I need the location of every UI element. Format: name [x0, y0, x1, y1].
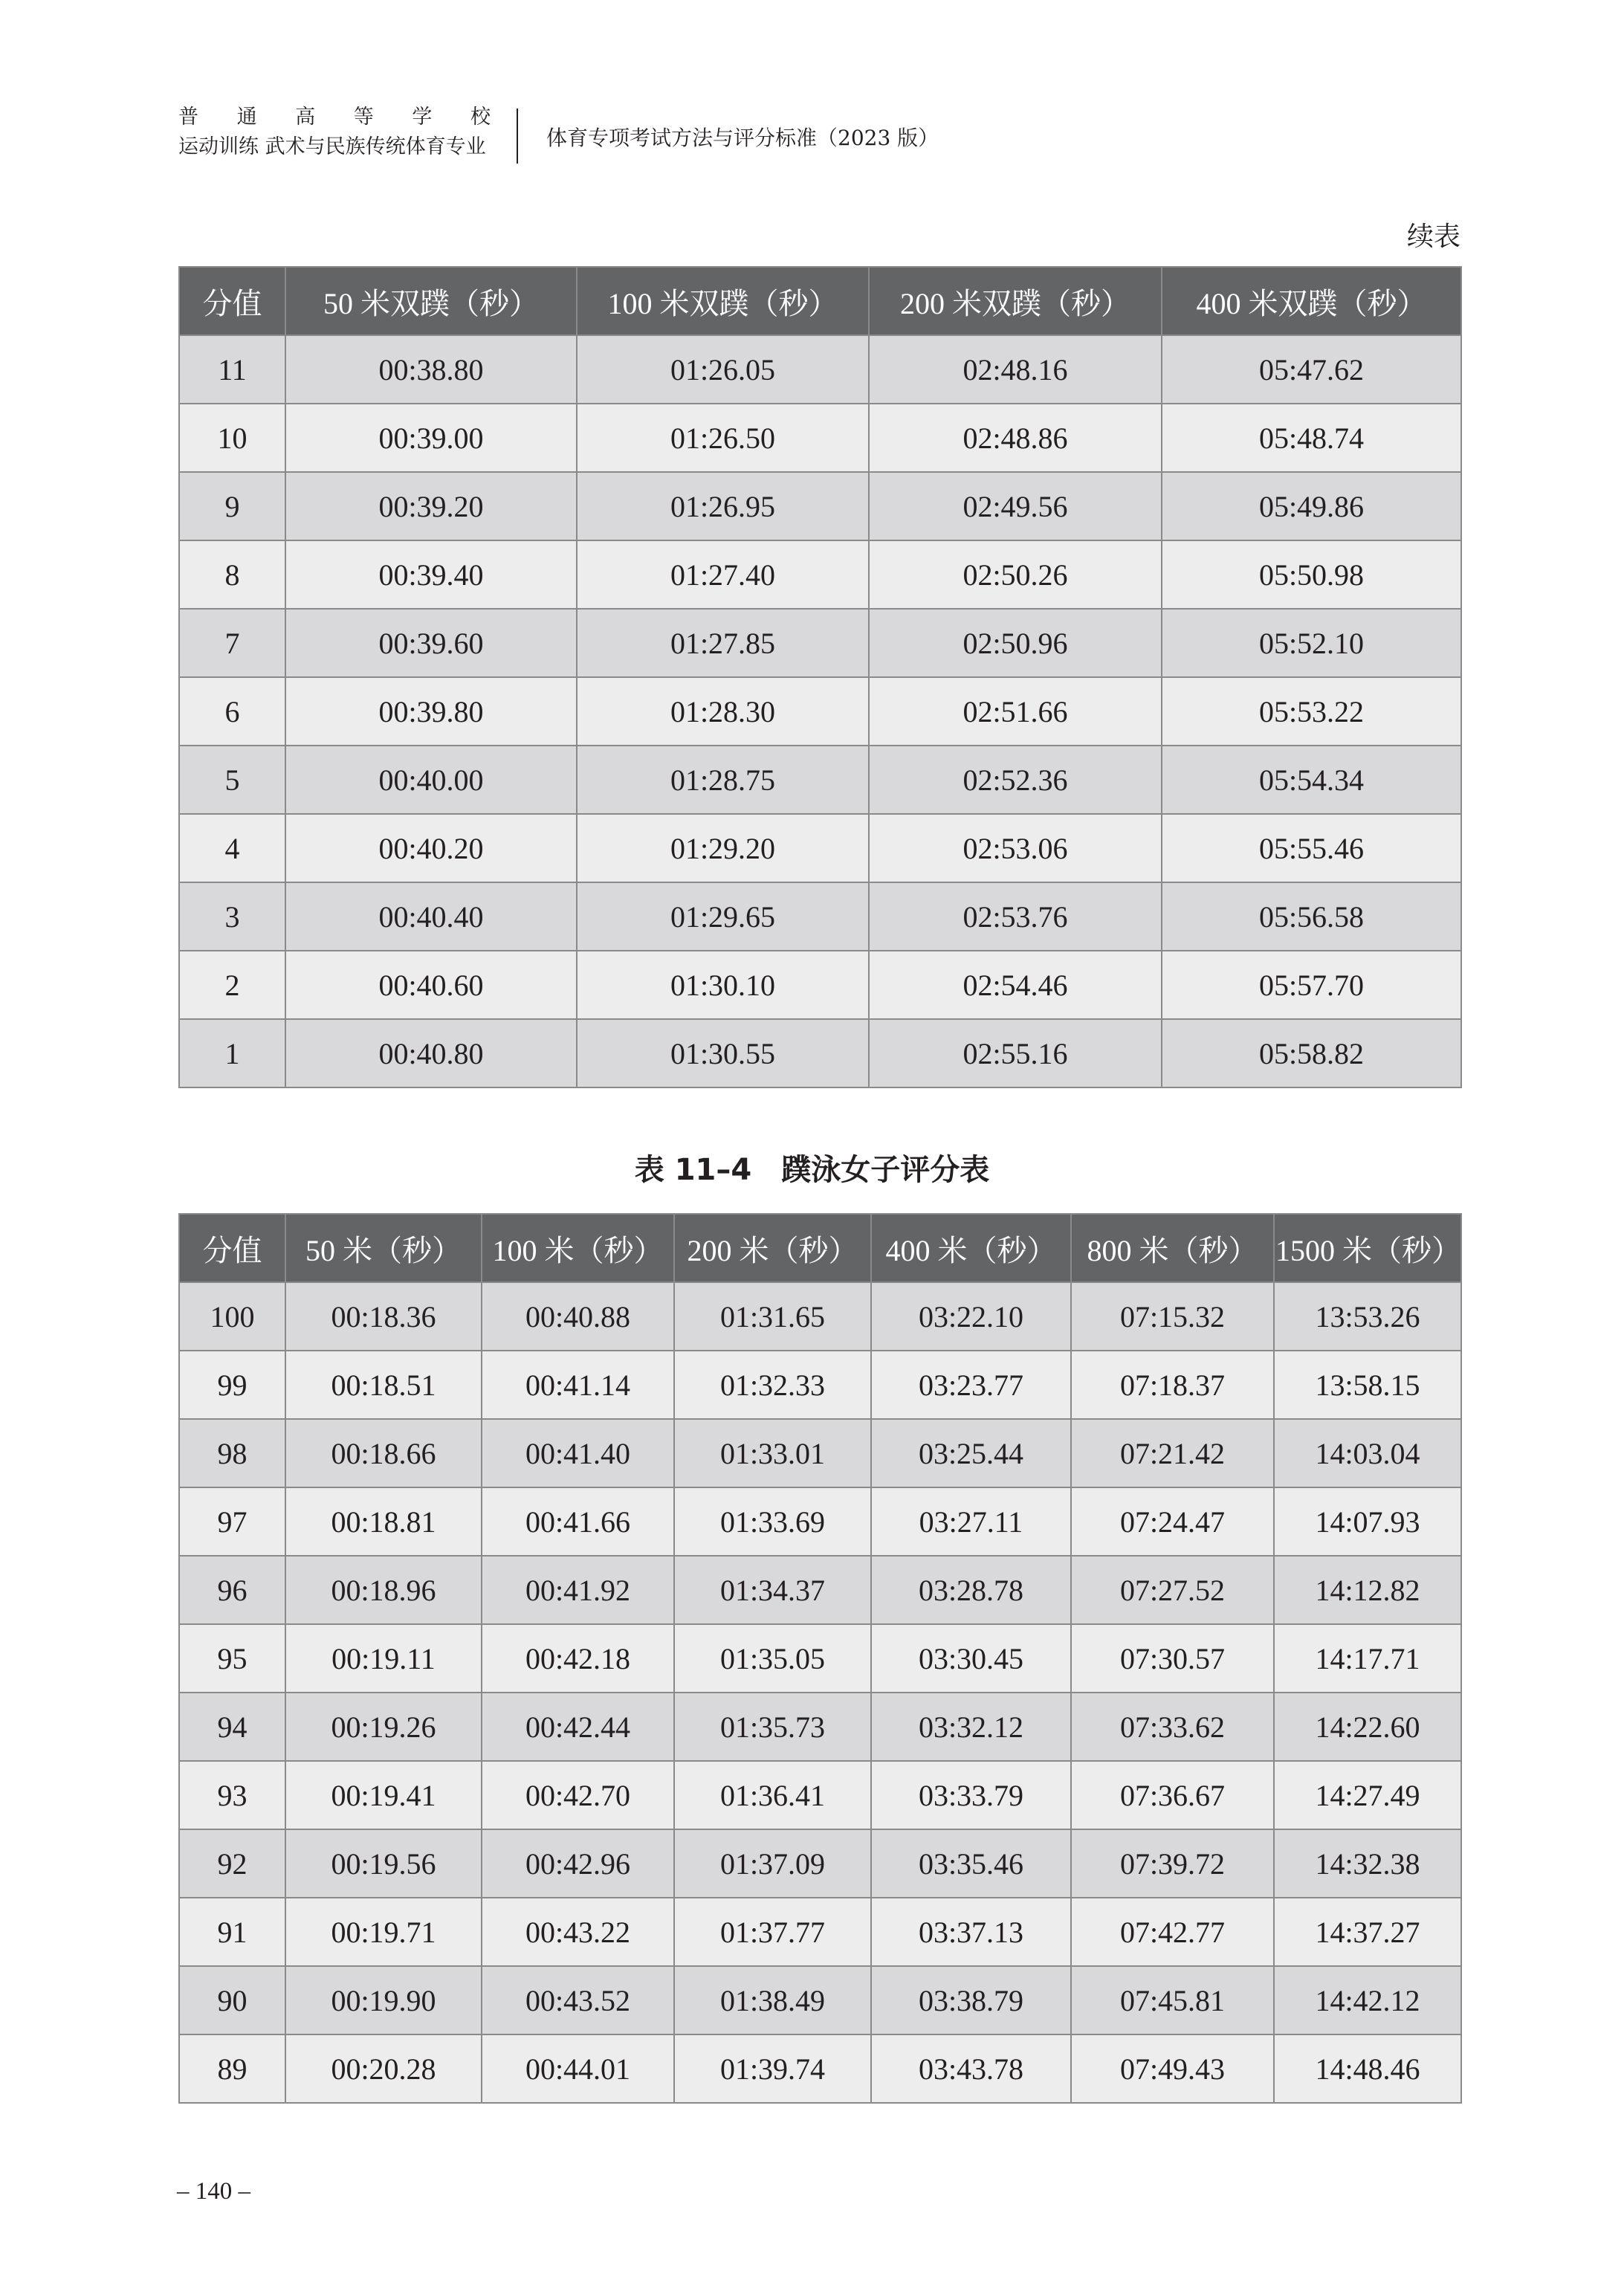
table-row — [179, 1624, 1461, 1693]
table-row — [179, 1761, 1461, 1829]
score-cell: 92 — [179, 1829, 285, 1898]
time-cell: 00:19.56 — [285, 1829, 482, 1898]
time-cell: 01:37.77 — [674, 1898, 871, 1966]
time-cell: 02:48.16 — [869, 335, 1162, 404]
score-cell: 90 — [179, 1966, 285, 2034]
school-char: 校 — [470, 106, 491, 129]
time-cell: 07:36.67 — [1071, 1761, 1274, 1829]
time-cell: 03:38.79 — [871, 1966, 1071, 2034]
time-cell: 03:30.45 — [871, 1624, 1071, 1693]
time-cell: 05:54.34 — [1162, 746, 1461, 814]
table-row — [179, 1019, 1461, 1087]
time-cell: 00:18.36 — [285, 1282, 482, 1351]
time-cell: 01:26.95 — [577, 472, 869, 540]
time-cell: 03:27.11 — [871, 1487, 1071, 1556]
table-row — [179, 335, 1461, 404]
time-cell: 01:28.75 — [577, 746, 869, 814]
table-row — [179, 814, 1461, 882]
time-cell: 03:37.13 — [871, 1898, 1071, 1966]
table-header-row — [179, 267, 1461, 335]
womens-finswimming-scoring-table — [178, 1213, 1462, 2104]
score-cell: 97 — [179, 1487, 285, 1556]
column-header: 800 米（秒） — [1071, 1214, 1274, 1282]
column-header: 50 米（秒） — [285, 1214, 482, 1282]
time-cell: 00:40.20 — [285, 814, 577, 882]
school-char: 学 — [412, 106, 433, 129]
column-header: 100 米双蹼（秒） — [577, 267, 869, 335]
table-row — [179, 1966, 1461, 2034]
score-cell: 94 — [179, 1693, 285, 1761]
time-cell: 00:18.66 — [285, 1419, 482, 1487]
score-cell: 99 — [179, 1351, 285, 1419]
score-cell: 91 — [179, 1898, 285, 1966]
score-cell: 93 — [179, 1761, 285, 1829]
time-cell: 07:33.62 — [1071, 1693, 1274, 1761]
score-cell: 95 — [179, 1624, 285, 1693]
time-cell: 00:43.22 — [482, 1898, 674, 1966]
time-cell: 00:41.14 — [482, 1351, 674, 1419]
time-cell: 00:19.41 — [285, 1761, 482, 1829]
score-cell: 8 — [179, 540, 285, 609]
table-row — [179, 404, 1461, 472]
time-cell: 01:26.05 — [577, 335, 869, 404]
time-cell: 01:26.50 — [577, 404, 869, 472]
book-title: 体育专项考试方法与评分标准（2023 版） — [546, 126, 939, 150]
table-header-row — [179, 1214, 1461, 1282]
table-row — [179, 1693, 1461, 1761]
time-cell: 14:12.82 — [1274, 1556, 1461, 1624]
score-cell: 7 — [179, 609, 285, 677]
school-char: 通 — [236, 106, 257, 129]
table-row — [179, 951, 1461, 1019]
time-cell: 00:42.96 — [482, 1829, 674, 1898]
time-cell: 00:42.44 — [482, 1693, 674, 1761]
time-cell: 00:19.26 — [285, 1693, 482, 1761]
time-cell: 00:42.70 — [482, 1761, 674, 1829]
time-cell: 02:54.46 — [869, 951, 1162, 1019]
column-header: 200 米双蹼（秒） — [869, 267, 1162, 335]
time-cell: 01:28.30 — [577, 677, 869, 746]
time-cell: 05:58.82 — [1162, 1019, 1461, 1087]
time-cell: 14:27.49 — [1274, 1761, 1461, 1829]
table-caption — [0, 1146, 1624, 1189]
time-cell: 03:35.46 — [871, 1829, 1071, 1898]
school-char: 高 — [295, 106, 316, 129]
column-header: 分值 — [179, 267, 285, 335]
time-cell: 00:19.71 — [285, 1898, 482, 1966]
time-cell: 02:51.66 — [869, 677, 1162, 746]
score-cell: 98 — [179, 1419, 285, 1487]
time-cell: 07:15.32 — [1071, 1282, 1274, 1351]
time-cell: 01:29.20 — [577, 814, 869, 882]
column-header: 400 米双蹼（秒） — [1162, 267, 1461, 335]
column-header: 100 米（秒） — [482, 1214, 674, 1282]
time-cell: 00:19.11 — [285, 1624, 482, 1693]
score-cell: 5 — [179, 746, 285, 814]
time-cell: 01:30.10 — [577, 951, 869, 1019]
time-cell: 07:24.47 — [1071, 1487, 1274, 1556]
time-cell: 02:53.76 — [869, 882, 1162, 951]
time-cell: 00:40.80 — [285, 1019, 577, 1087]
time-cell: 07:39.72 — [1071, 1829, 1274, 1898]
table-row — [179, 1556, 1461, 1624]
time-cell: 01:27.85 — [577, 609, 869, 677]
time-cell: 01:33.01 — [674, 1419, 871, 1487]
time-cell: 05:57.70 — [1162, 951, 1461, 1019]
time-cell: 02:48.86 — [869, 404, 1162, 472]
column-header: 1500 米（秒） — [1274, 1214, 1461, 1282]
score-cell: 89 — [179, 2034, 285, 2103]
time-cell: 00:39.60 — [285, 609, 577, 677]
time-cell: 00:40.60 — [285, 951, 577, 1019]
score-cell: 6 — [179, 677, 285, 746]
time-cell: 05:56.58 — [1162, 882, 1461, 951]
time-cell: 02:49.56 — [869, 472, 1162, 540]
time-cell: 03:23.77 — [871, 1351, 1071, 1419]
time-cell: 01:32.33 — [674, 1351, 871, 1419]
time-cell: 07:42.77 — [1071, 1898, 1274, 1966]
score-cell: 100 — [179, 1282, 285, 1351]
time-cell: 01:36.41 — [674, 1761, 871, 1829]
scoring-table-continued — [178, 266, 1462, 1088]
time-cell: 02:55.16 — [869, 1019, 1162, 1087]
time-cell: 00:41.40 — [482, 1419, 674, 1487]
time-cell: 00:18.81 — [285, 1487, 482, 1556]
time-cell: 00:19.90 — [285, 1966, 482, 2034]
major-name: 运动训练 武术与民族传统体育专业 — [178, 135, 486, 158]
time-cell: 01:29.65 — [577, 882, 869, 951]
score-cell: 10 — [179, 404, 285, 472]
time-cell: 13:58.15 — [1274, 1351, 1461, 1419]
time-cell: 01:27.40 — [577, 540, 869, 609]
time-cell: 03:28.78 — [871, 1556, 1071, 1624]
time-cell: 14:07.93 — [1274, 1487, 1461, 1556]
time-cell: 14:17.71 — [1274, 1624, 1461, 1693]
time-cell: 00:39.40 — [285, 540, 577, 609]
time-cell: 14:48.46 — [1274, 2034, 1461, 2103]
school-char: 等 — [353, 106, 374, 129]
time-cell: 14:32.38 — [1274, 1829, 1461, 1898]
time-cell: 14:22.60 — [1274, 1693, 1461, 1761]
score-cell: 11 — [179, 335, 285, 404]
time-cell: 01:35.73 — [674, 1693, 871, 1761]
time-cell: 01:38.49 — [674, 1966, 871, 2034]
table-row — [179, 2034, 1461, 2103]
time-cell: 05:55.46 — [1162, 814, 1461, 882]
time-cell: 00:18.51 — [285, 1351, 482, 1419]
time-cell: 00:39.00 — [285, 404, 577, 472]
time-cell: 02:50.26 — [869, 540, 1162, 609]
time-cell: 07:18.37 — [1071, 1351, 1274, 1419]
score-cell: 3 — [179, 882, 285, 951]
header-divider — [517, 109, 518, 164]
time-cell: 07:45.81 — [1071, 1966, 1274, 2034]
table-row — [179, 1419, 1461, 1487]
time-cell: 07:30.57 — [1071, 1624, 1274, 1693]
time-cell: 05:53.22 — [1162, 677, 1461, 746]
time-cell: 03:32.12 — [871, 1693, 1071, 1761]
score-cell: 2 — [179, 951, 285, 1019]
time-cell: 00:40.40 — [285, 882, 577, 951]
table-row — [179, 1351, 1461, 1419]
table-row — [179, 1829, 1461, 1898]
time-cell: 14:37.27 — [1274, 1898, 1461, 1966]
time-cell: 05:52.10 — [1162, 609, 1461, 677]
column-header: 分值 — [179, 1214, 285, 1282]
table-caption-number: 表 11–4 — [634, 1153, 752, 1187]
time-cell: 14:42.12 — [1274, 1966, 1461, 2034]
column-header: 200 米（秒） — [674, 1214, 871, 1282]
time-cell: 05:50.98 — [1162, 540, 1461, 609]
table-row — [179, 677, 1461, 746]
score-cell: 9 — [179, 472, 285, 540]
time-cell: 07:49.43 — [1071, 2034, 1274, 2103]
time-cell: 00:41.66 — [482, 1487, 674, 1556]
page-number: – 140 – — [177, 2178, 250, 2205]
school-char: 普 — [178, 106, 198, 129]
time-cell: 00:39.20 — [285, 472, 577, 540]
column-header: 50 米双蹼（秒） — [285, 267, 577, 335]
time-cell: 14:03.04 — [1274, 1419, 1461, 1487]
time-cell: 03:22.10 — [871, 1282, 1071, 1351]
school-name — [178, 104, 491, 131]
score-cell: 4 — [179, 814, 285, 882]
time-cell: 07:27.52 — [1071, 1556, 1274, 1624]
score-cell: 1 — [179, 1019, 285, 1087]
table-row — [179, 1282, 1461, 1351]
time-cell: 03:43.78 — [871, 2034, 1071, 2103]
time-cell: 00:38.80 — [285, 335, 577, 404]
time-cell: 05:49.86 — [1162, 472, 1461, 540]
time-cell: 00:39.80 — [285, 677, 577, 746]
time-cell: 03:25.44 — [871, 1419, 1071, 1487]
time-cell: 01:34.37 — [674, 1556, 871, 1624]
time-cell: 00:42.18 — [482, 1624, 674, 1693]
table-row — [179, 1487, 1461, 1556]
time-cell: 01:33.69 — [674, 1487, 871, 1556]
time-cell: 00:40.00 — [285, 746, 577, 814]
time-cell: 01:31.65 — [674, 1282, 871, 1351]
time-cell: 00:43.52 — [482, 1966, 674, 2034]
time-cell: 00:41.92 — [482, 1556, 674, 1624]
table-row — [179, 1898, 1461, 1966]
time-cell: 00:18.96 — [285, 1556, 482, 1624]
score-cell: 96 — [179, 1556, 285, 1624]
time-cell: 00:40.88 — [482, 1282, 674, 1351]
time-cell: 01:39.74 — [674, 2034, 871, 2103]
time-cell: 01:37.09 — [674, 1829, 871, 1898]
time-cell: 00:44.01 — [482, 2034, 674, 2103]
column-header: 400 米（秒） — [871, 1214, 1071, 1282]
header-left — [178, 104, 498, 164]
time-cell: 05:48.74 — [1162, 404, 1461, 472]
table-row — [179, 882, 1461, 951]
time-cell: 07:21.42 — [1071, 1419, 1274, 1487]
table-caption-title: 蹼泳女子评分表 — [781, 1153, 990, 1187]
time-cell: 02:50.96 — [869, 609, 1162, 677]
table-row — [179, 746, 1461, 814]
continued-label: 续表 — [1406, 222, 1460, 252]
time-cell: 13:53.26 — [1274, 1282, 1461, 1351]
page-header — [178, 104, 1293, 169]
table-row — [179, 472, 1461, 540]
time-cell: 05:47.62 — [1162, 335, 1461, 404]
time-cell: 00:20.28 — [285, 2034, 482, 2103]
time-cell: 02:52.36 — [869, 746, 1162, 814]
time-cell: 03:33.79 — [871, 1761, 1071, 1829]
time-cell: 01:35.05 — [674, 1624, 871, 1693]
table-row — [179, 609, 1461, 677]
time-cell: 02:53.06 — [869, 814, 1162, 882]
time-cell: 01:30.55 — [577, 1019, 869, 1087]
table-row — [179, 540, 1461, 609]
